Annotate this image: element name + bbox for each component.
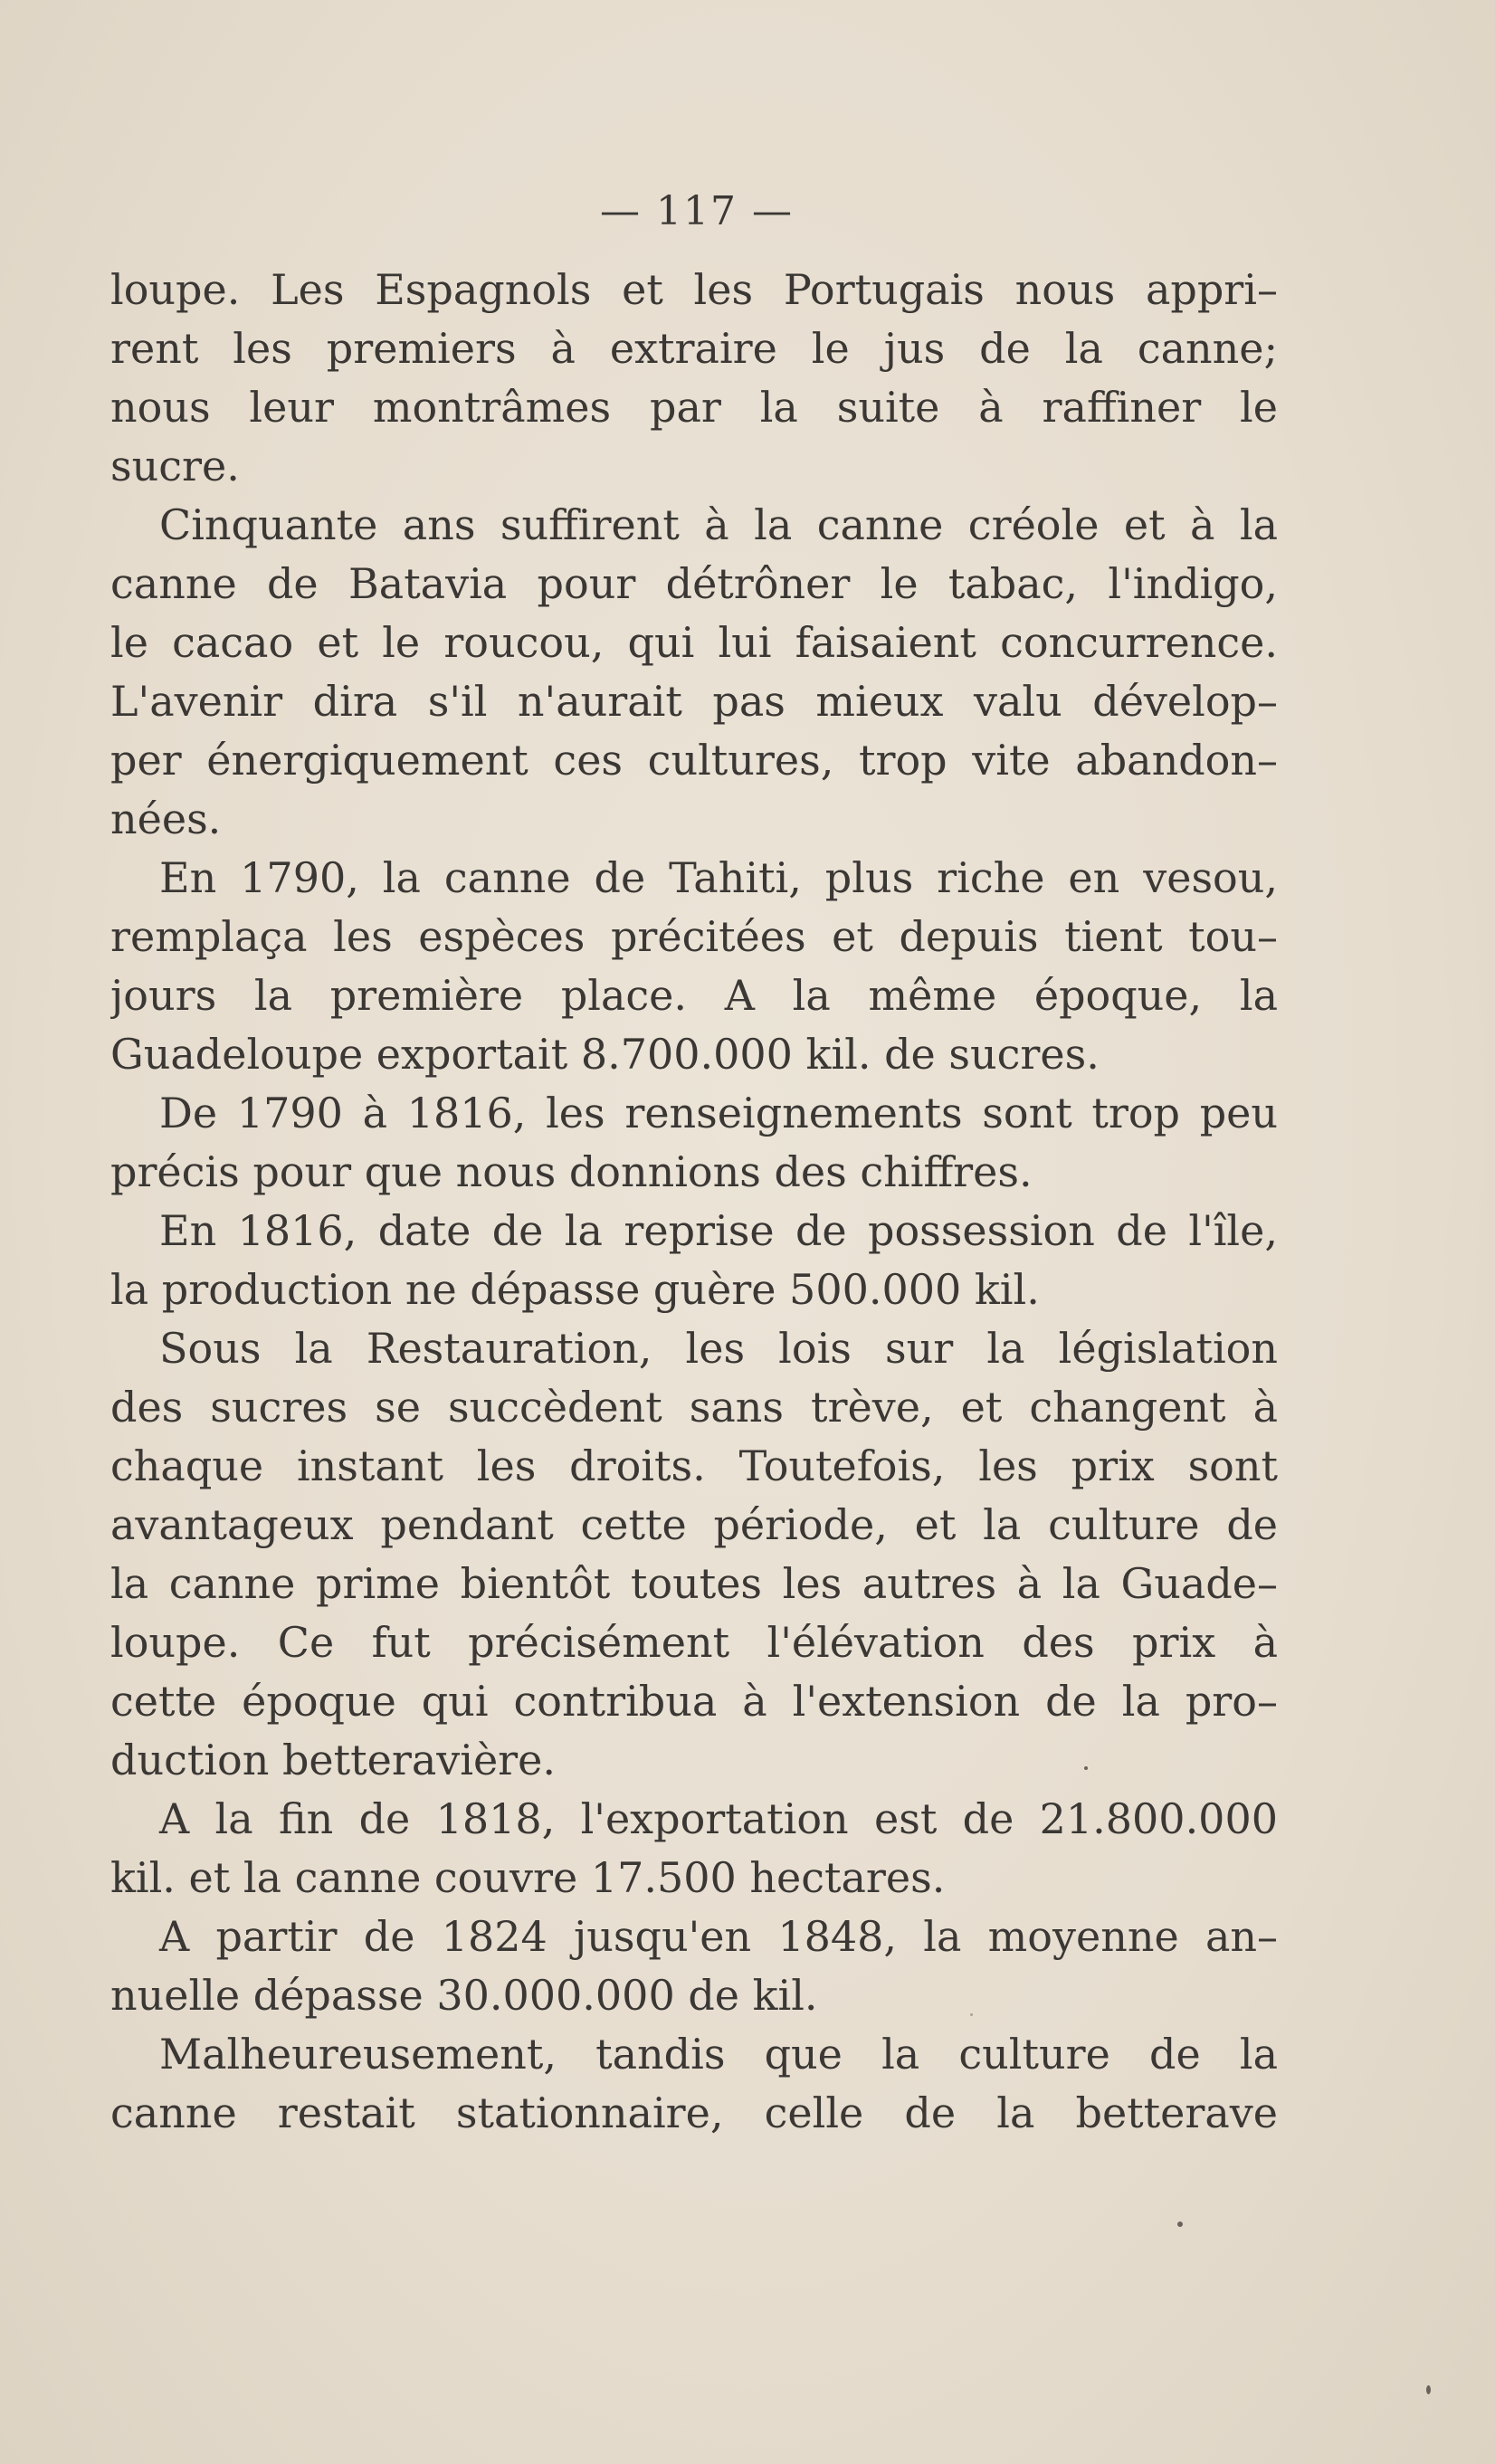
paragraph <box>110 1084 1278 1202</box>
text-line: En 1790, la canne de Tahiti, plus riche en vesou, <box>159 853 1278 902</box>
page-number: — 117 — <box>600 188 794 234</box>
text-line: cette époque qui contribua à l'extension de la pro– <box>110 1677 1278 1726</box>
text-line: Sous la Restauration, les lois sur la législation <box>159 1324 1278 1373</box>
paragraph <box>110 1790 1278 1907</box>
paragraph <box>110 1202 1278 1319</box>
text-line: le cacao et le roucou, qui lui faisaient concurrence. <box>110 618 1278 667</box>
text-line: remplaça les espèces précitées et depuis tient tou– <box>110 912 1278 961</box>
paper-speck <box>970 2013 973 2016</box>
paper-speck <box>1177 2221 1183 2227</box>
text-line: jours la première place. A la même époque, la <box>110 971 1278 1020</box>
text-line: A la fin de 1818, l'exportation est de 21.800.000 <box>159 1794 1278 1843</box>
paragraph <box>110 1907 1278 2025</box>
text-line: sucre. <box>110 442 240 490</box>
text-line: canne restait stationnaire, celle de la betterave <box>110 2088 1278 2137</box>
text-line: précis pour que nous donnions des chiffres. <box>110 1147 1033 1196</box>
text-line: duction betteravière. <box>110 1736 557 1784</box>
paper-speck <box>1084 1766 1088 1770</box>
text-line: nuelle dépasse 30.000.000 de kil. <box>110 1971 818 2020</box>
paper-speck <box>1426 2385 1431 2394</box>
paragraph <box>110 1319 1278 1790</box>
text-line: nées. <box>110 794 222 843</box>
text-line: Cinquante ans suffirent à la canne créole et à la <box>159 500 1278 549</box>
text-line: Malheureusement, tandis que la culture de la <box>159 2030 1278 2079</box>
body-text <box>110 261 1278 2143</box>
text-line: avantageux pendant cette période, et la culture de <box>110 1500 1278 1549</box>
text-line: De 1790 à 1816, les renseignements sont trop peu <box>159 1089 1278 1137</box>
paragraph <box>110 2025 1278 2143</box>
text-line: canne de Batavia pour détrôner le tabac, l'indigo, <box>110 559 1278 608</box>
text-line: Guadeloupe exportait 8.700.000 kil. de sucres. <box>110 1030 1100 1079</box>
text-line: des sucres se succèdent sans trève, et changent à <box>110 1383 1278 1432</box>
paragraph <box>110 849 1278 1084</box>
text-line: L'avenir dira s'il n'aurait pas mieux valu dévelop– <box>110 677 1278 726</box>
paragraph <box>110 496 1278 849</box>
paragraph <box>110 261 1278 496</box>
text-line: rent les premiers à extraire le jus de la canne; <box>110 324 1278 373</box>
text-line: kil. et la canne couvre 17.500 hectares. <box>110 1853 946 1902</box>
text-line: chaque instant les droits. Toutefois, les prix sont <box>110 1441 1278 1490</box>
text-line: A partir de 1824 jusqu'en 1848, la moyenne an– <box>159 1912 1278 1961</box>
text-line: nous leur montrâmes par la suite à raffiner le <box>110 383 1278 432</box>
text-line: loupe. Ce fut précisément l'élévation des prix à <box>110 1618 1278 1667</box>
text-line: per énergiquement ces cultures, trop vite abandon– <box>110 736 1278 785</box>
text-line: la canne prime bientôt toutes les autres à la Guade– <box>110 1559 1278 1608</box>
text-line: la production ne dépasse guère 500.000 kil. <box>110 1265 1040 1314</box>
text-line: loupe. Les Espagnols et les Portugais nous appri– <box>110 265 1278 314</box>
text-line: En 1816, date de la reprise de possession de l'île, <box>159 1206 1278 1255</box>
